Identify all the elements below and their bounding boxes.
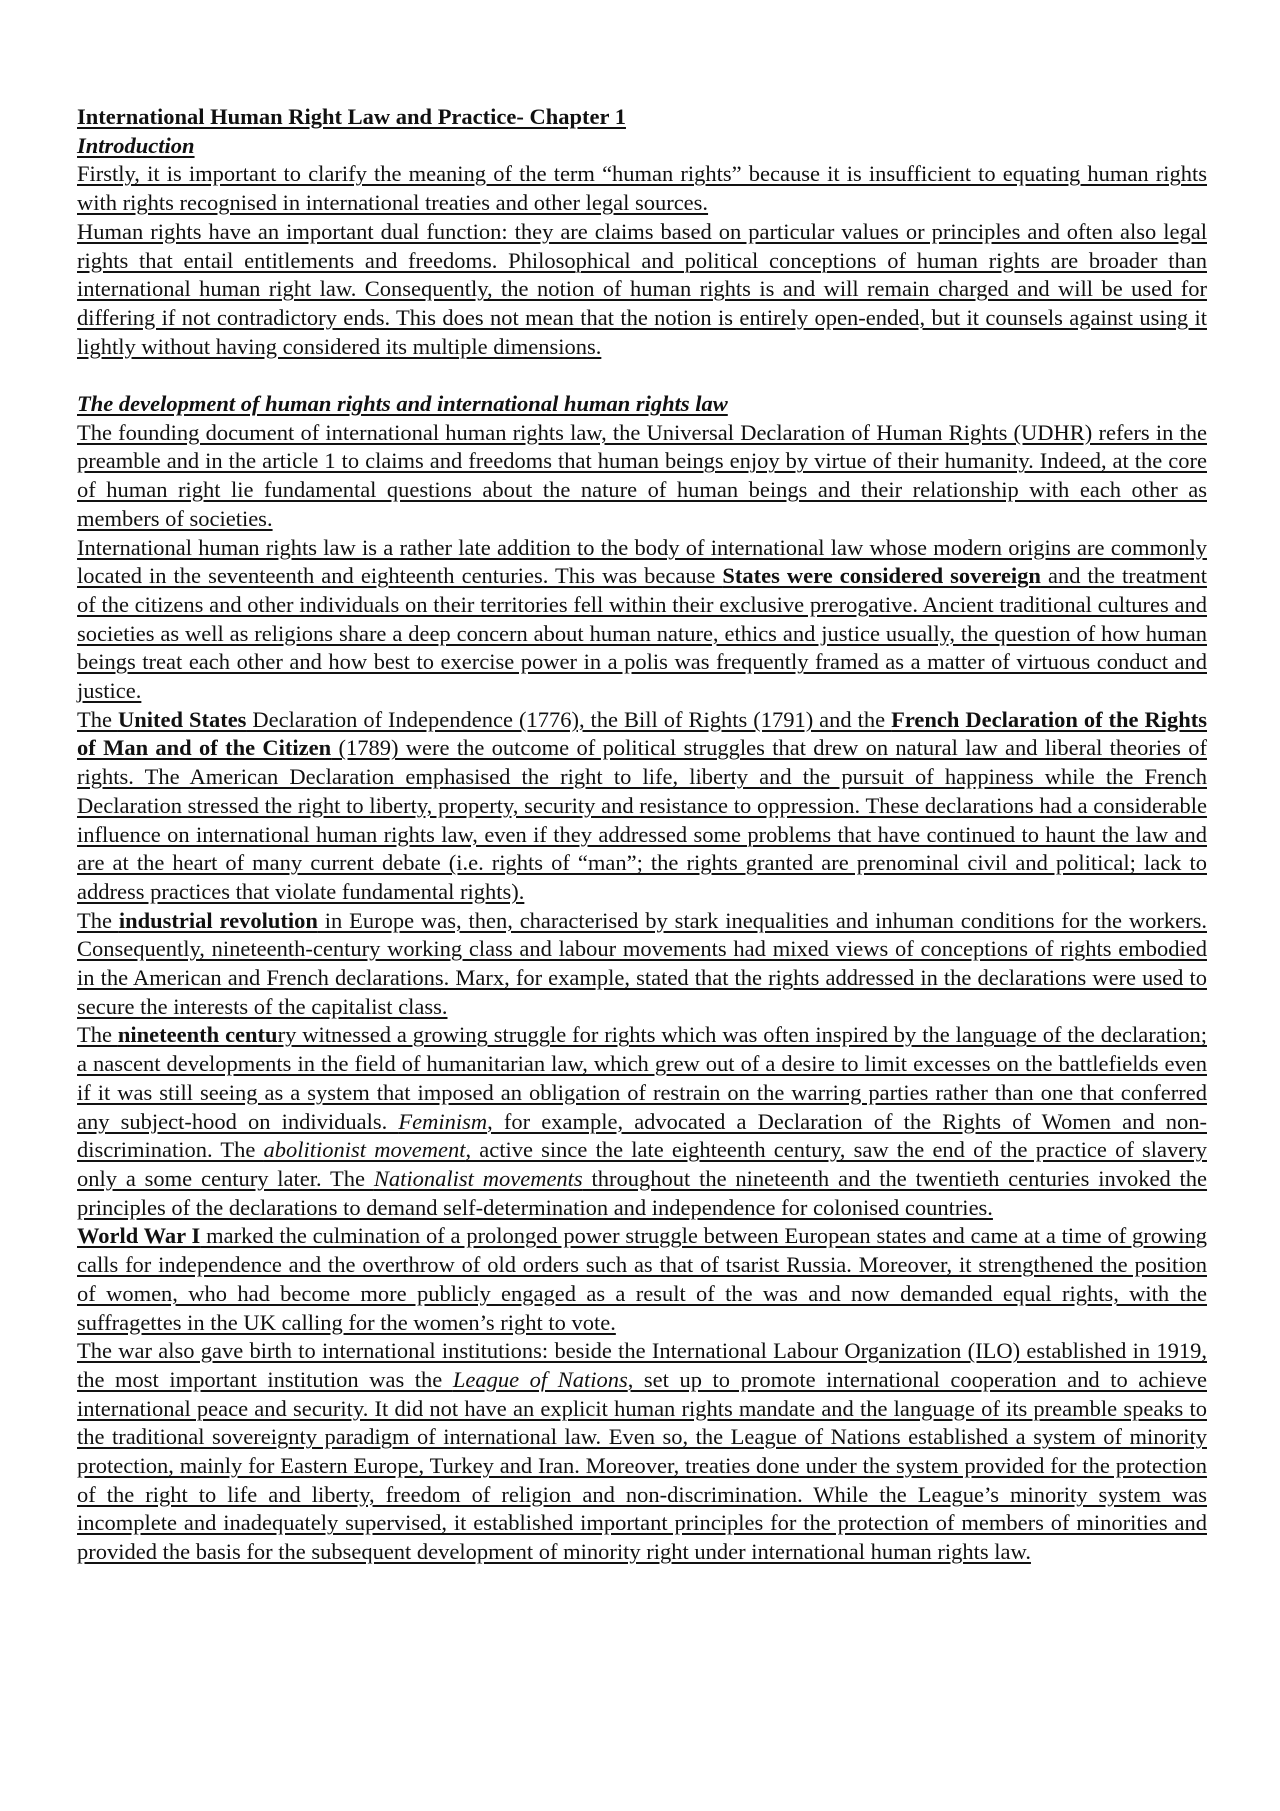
text-run: The (77, 907, 119, 933)
text-run: , for example, advocated a Declaration of the Rights of Women and non-discrimination. The (77, 1108, 1207, 1163)
text-run: The (77, 706, 118, 732)
development-paragraph-7 (77, 1337, 1207, 1567)
intro-paragraph-1: Firstly, it is important to clarify the meaning of the term “human rights” because it is insufficient to equating human rights with rights recognised in international treaties and other legal sources. (77, 161, 1207, 216)
text-run: marked the culmination of a prolonged power struggle between European states and came at a time of growing calls for independence and the overthrow of old orders such as that of tsarist Russia. Moreover, it strengthened the position of women, who had become more publicly engaged as a result of the was and now demanded equal rights, with the suffragettes in the UK calling for the women’s right to vote. (77, 1223, 1207, 1335)
text-run: and the treatment of the citizens and other individuals on their territories fell within their exclusive prerogative. Ancient traditional cultures and societies as well as religions share a deep concern about human nature, ethics and justice usually, the question of how human beings treat each other and how best to exercise power in a polis was frequently framed as a matter of virtuous conduct and justice. (77, 563, 1207, 704)
development-paragraph-4 (77, 907, 1207, 1022)
text-run: International human rights law is a rather late addition to the body of international law whose modern origins are commonly located in the seventeenth and eighteenth centuries. This was because (77, 534, 1207, 589)
section-heading-development: The development of human rights and international human rights law (77, 391, 728, 417)
text-run: in Europe was, then, characterised by stark inequalities and inhuman conditions for the workers. Consequently, nineteenth-century working class and labour movements had mixed views of conceptions of rights embodied in the American and French declarations. Marx, for example, stated that the rights addressed in the declarations were used to secure the interests of the capitalist class. (77, 907, 1207, 1019)
text-run: (1789) were the outcome of political struggles that drew on natural law and liberal theories of rights. The American Declaration emphasised the right to life, liberty and the pursuit of happiness while the French Declaration stressed the right to liberty, property, security and resistance to oppression. These declarations had a considerable influence on international human rights law, even if they addressed some problems that have continued to haunt the law and are at the heart of many current debate (i.e. rights of “man”; the rights granted are prenominal civil and political; lack to address practices that violate fundamental rights). (77, 735, 1207, 904)
bold-term: World War I (77, 1223, 201, 1249)
document-page (77, 103, 1207, 1567)
development-paragraph-6 (77, 1222, 1207, 1337)
italic-term: abolitionist movement (263, 1137, 466, 1163)
text-run: The (77, 1022, 118, 1048)
development-paragraph-1: The founding document of international human rights law, the Universal Declaration of Human Rights (UDHR) refers in the preamble and in the article 1 to claims and freedoms that human beings enjoy by virtue of their humanity. Indeed, at the core of human right lie fundamental questions about the nature of human beings and their relationship with each other as members of societies. (77, 419, 1207, 531)
bold-term: industrial revolution (118, 907, 318, 933)
italic-term: League of Nations (452, 1366, 628, 1392)
text-run: , set up to promote international cooperation and to achieve international peace and security. It did not have an explicit human rights mandate and the language of its preamble speaks to the traditional sovereignty paradigm of international law. Even so, the League of Nations established a system of minority protection, mainly for Eastern Europe, Turkey and Iran. Moreover, treaties done under the system provided for the protection of the right to life and liberty, freedom of religion and non-discrimination. While the League’s minority system was incomplete and inadequately supervised, it established important principles for the protection of members of minorities and provided the basis for the subsequent development of minority right under international human rights law. (77, 1366, 1207, 1565)
development-paragraph-5 (77, 1021, 1207, 1222)
text-run: ry witnessed a growing struggle for rights which was often inspired by the language of the declaration; a nascent developments in the field of humanitarian law, which grew out of a desire to limit excesses on the battlefields even if it was still seeing as a system that imposed an obligation of restrain on the warring parties rather than one that conferred any subject-hood on individuals. (77, 1022, 1207, 1134)
document-title: International Human Right Law and Practice- Chapter 1 (77, 104, 626, 129)
development-paragraph-2 (77, 534, 1207, 706)
bold-term: nineteenth centu (117, 1022, 278, 1048)
bold-term: States were considered sovereign (722, 563, 1041, 589)
italic-term: Nationalist movements (373, 1166, 583, 1191)
text-run: , active since the late eighteenth century, saw the end of the practice of slavery only a some century later. The (77, 1137, 1207, 1191)
text-run: Declaration of Independence (1776), the Bill of Rights (1791) and the (246, 706, 892, 732)
intro-paragraph-2: Human rights have an important dual function: they are claims based on particular values or principles and often also legal rights that entail entitlements and freedoms. Philosophical and political conceptions of human rights are broader than international human right law. Consequently, the notion of human rights is and will remain charged and will be used for differing if not contradictory ends. This does not mean that the notion is entirely open-ended, but it counsels against using it lightly without having considered its multiple dimensions. (77, 218, 1207, 359)
text-run: The war also gave birth to international institutions: beside the International Labour Organization (ILO) established in 1919, the most important institution was the (77, 1338, 1207, 1392)
development-paragraph-3 (77, 706, 1207, 907)
bold-term: United States (117, 706, 247, 732)
paragraph-gap (77, 361, 1207, 390)
bold-term: French Declaration of the Rights of Man and of the Citizen (77, 706, 1208, 761)
text-run: throughout the nineteenth and the twentieth centuries invoked the principles of the declarations to demand self-determination and independence for colonised countries. (77, 1166, 1208, 1220)
section-heading-introduction: Introduction (77, 132, 195, 158)
italic-term: Feminism (398, 1108, 488, 1134)
